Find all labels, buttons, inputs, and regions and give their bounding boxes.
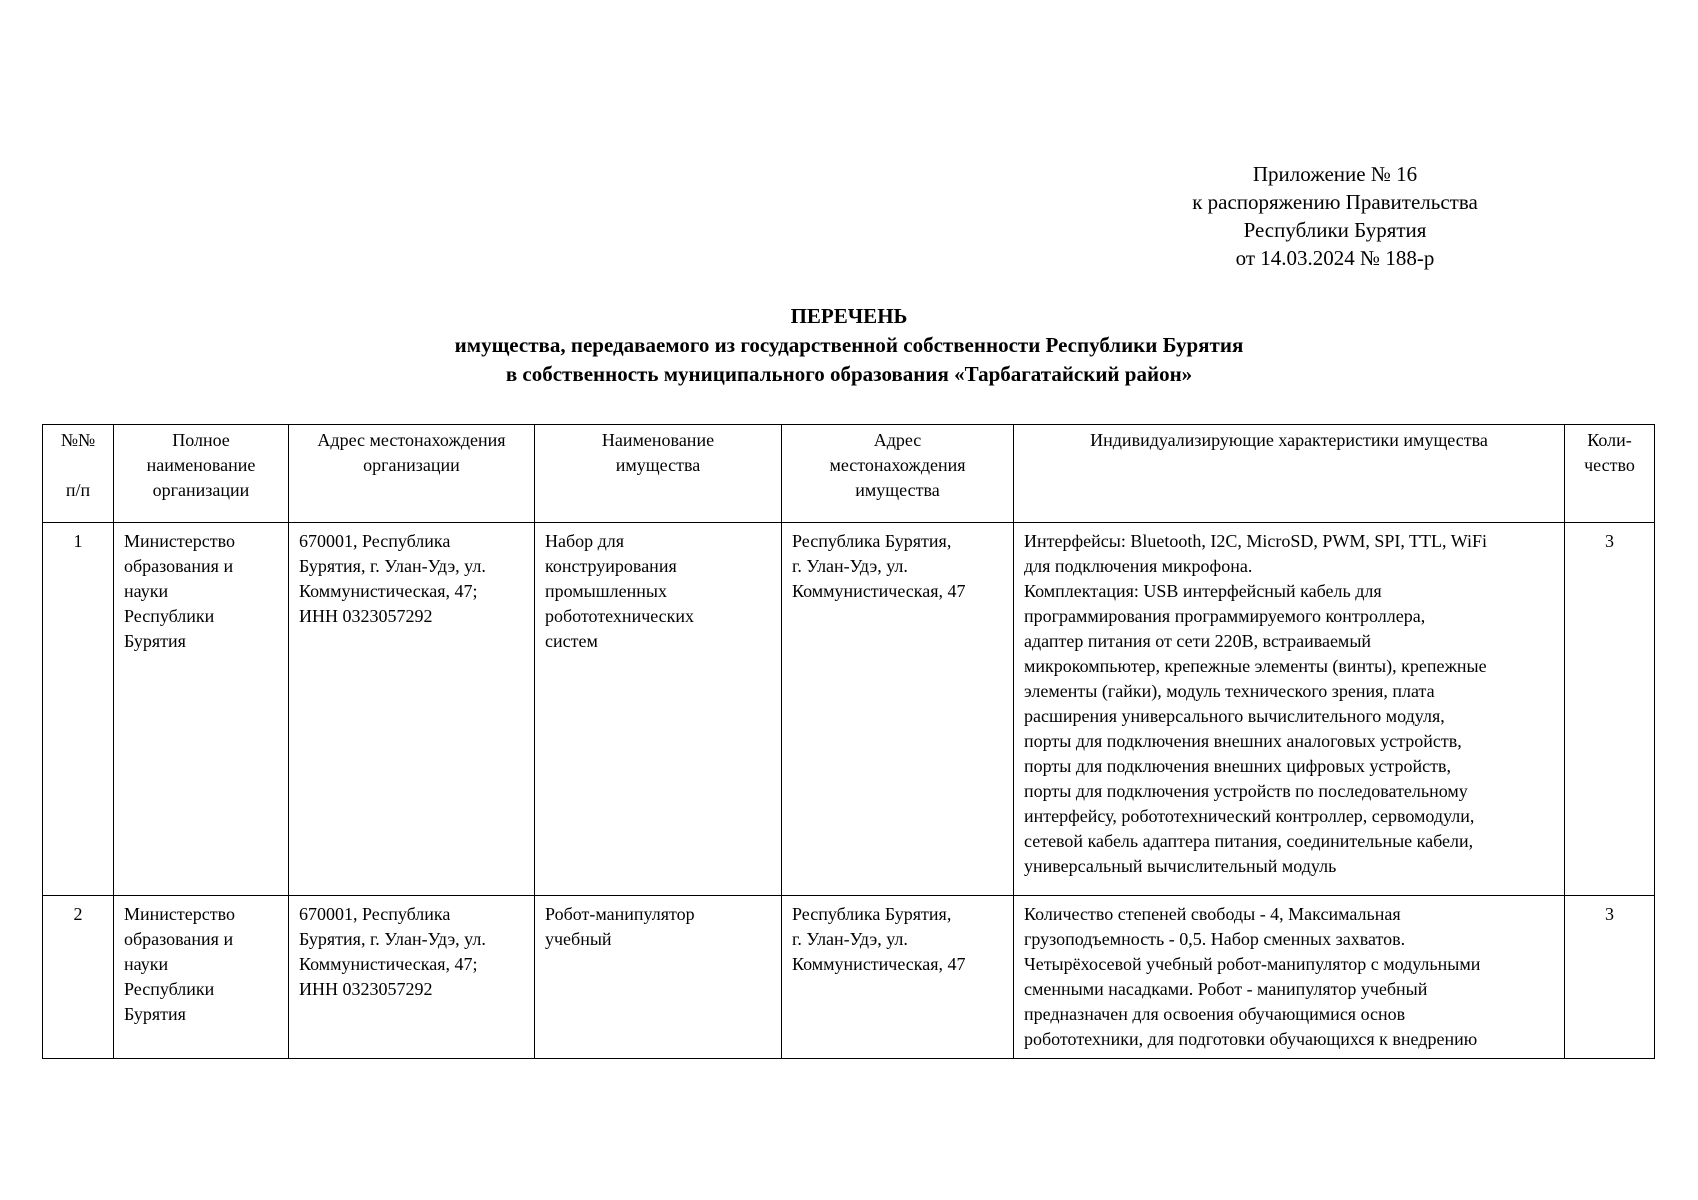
- table-header-row: [43, 425, 1655, 523]
- row-org-name: Министерство образования и науки Республики Бурятия: [114, 896, 289, 1059]
- row-characteristics: Количество степеней свободы - 4, Максимальная грузоподъемность - 0,5. Набор сменных захватов. Четырёхосевой учебный робот-манипулятор с модульными сменными насадками. Робот - манипулятор учебный предназначен для освоения обучающимися основ робототехники, для подготовки обучающихся к внедрению: [1014, 896, 1565, 1059]
- header-item-address: Адрес местонахождения имущества: [782, 425, 1014, 523]
- header-characteristics: Индивидуализирующие характеристики имущества: [1014, 425, 1565, 523]
- row-quantity: 3: [1565, 896, 1655, 1059]
- row-item-name: Набор для конструирования промышленных робототехнических систем: [535, 523, 782, 896]
- header-quantity: Коли- чество: [1565, 425, 1655, 523]
- title-heading: ПЕРЕЧЕНЬ: [790, 304, 908, 328]
- row-org-name: Министерство образования и науки Республики Бурятия: [114, 523, 289, 896]
- property-table: [42, 424, 1655, 1059]
- appendix-reference: [1120, 160, 1550, 272]
- appendix-order: к распоряжению Правительства: [1192, 190, 1478, 214]
- header-org-address: Адрес местонахождения организации: [289, 425, 535, 523]
- row-org-address: 670001, Республика Бурятия, г. Улан-Удэ, ул. Коммунистическая, 47; ИНН 0323057292: [289, 523, 535, 896]
- appendix-date: от 14.03.2024 № 188-р: [1235, 246, 1435, 270]
- header-org-name: Полное наименование организации: [114, 425, 289, 523]
- row-item-address: Республика Бурятия, г. Улан-Удэ, ул. Коммунистическая, 47: [782, 523, 1014, 896]
- header-item-name: Наименование имущества: [535, 425, 782, 523]
- document-title: [0, 302, 1698, 389]
- appendix-number: Приложение № 16: [1252, 162, 1418, 186]
- table-row: [43, 896, 1655, 1059]
- row-item-address: Республика Бурятия, г. Улан-Удэ, ул. Коммунистическая, 47: [782, 896, 1014, 1059]
- row-org-address: 670001, Республика Бурятия, г. Улан-Удэ, ул. Коммунистическая, 47; ИНН 0323057292: [289, 896, 535, 1059]
- row-characteristics: Интерфейсы: Bluetooth, I2C, MicroSD, PWM, SPI, TTL, WiFi для подключения микрофона. Комплектация: USB интерфейсный кабель для программирования программируемого контроллера, адаптер питания от сети 220В, встраиваемый микрокомпьютер, крепежные элементы (винты), крепежные элементы (гайки), модуль технического зрения, плата расширения универсального вычислительного модуля, порты для подключения внешних аналоговых устройств, порты для подключения внешних цифровых устройств, порты для подключения устройств по последовательному интерфейсу, робототехнический контроллер, сервомодули, сетевой кабель адаптера питания, соединительные кабели, универсальный вычислительный модуль: [1014, 523, 1565, 896]
- row-quantity: 3: [1565, 523, 1655, 896]
- table-row: [43, 523, 1655, 896]
- row-num: 1: [43, 523, 114, 896]
- title-subheading-2: в собственность муниципального образования «Тарбагатайский район»: [505, 362, 1193, 386]
- row-item-name: Робот-манипулятор учебный: [535, 896, 782, 1059]
- row-num: 2: [43, 896, 114, 1059]
- title-subheading-1: имущества, передаваемого из государственной собственности Республики Бурятия: [454, 333, 1244, 357]
- header-num: №№ п/п: [43, 425, 114, 523]
- appendix-republic: Республики Бурятия: [1243, 218, 1427, 242]
